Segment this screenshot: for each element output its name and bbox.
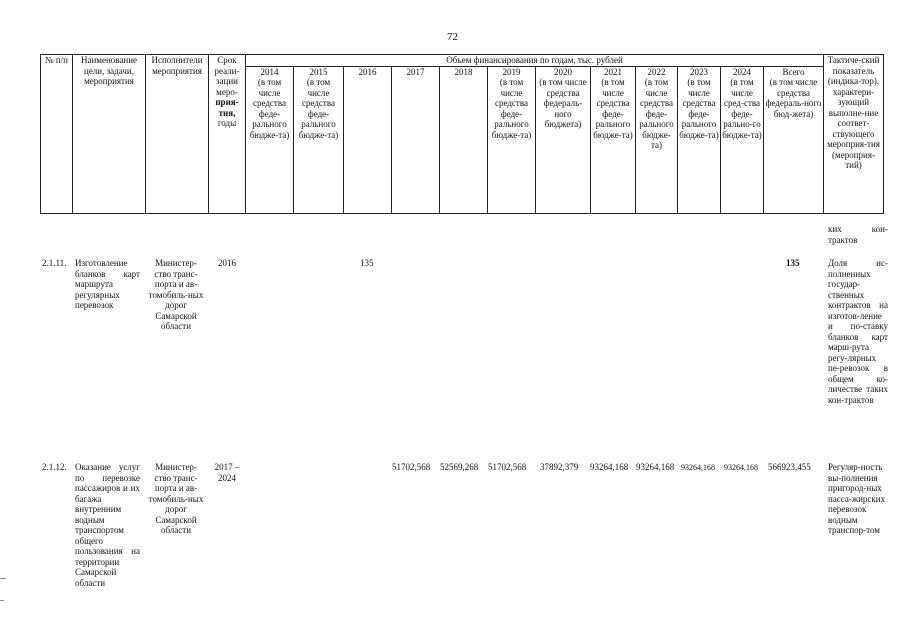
row-2-1-11-term: 2016 bbox=[218, 258, 236, 268]
row-2-1-11-indicator: Доля ис-полненных государ-ственных контрактов на изготов-ление и по-ставку бланков карт марш-рута регу-лярных пе-ревозок в общем ко-личестве таких кон-трактов bbox=[828, 258, 888, 405]
header-year-2020: 2020 (в том числе средства федераль-ного бюджета) bbox=[536, 66, 591, 213]
row-2-1-12-value-2021: 93264,168 bbox=[590, 462, 629, 472]
header-funding-title: Объем финансирования по годам, тыс. рублей bbox=[246, 55, 824, 67]
row-2-1-12-executor: Министер-ство транс-порта и ав-томобиль-ных дорог Самарской области bbox=[148, 462, 204, 535]
header-year-2018: 2018 bbox=[440, 66, 488, 213]
row-2-1-12-value-2018: 52569,268 bbox=[440, 462, 479, 472]
header-executor: Исполнители мероприятия bbox=[146, 55, 209, 214]
header-total: Всего (в том числе средства федераль-ного бюд-жета) bbox=[764, 66, 824, 213]
header-year-2022: 2022 (в том числе средства феде-рального бюдже-та) bbox=[636, 66, 678, 213]
page-number: 72 bbox=[447, 31, 458, 43]
scan-mark bbox=[0, 578, 6, 579]
row-2-1-12-term: 2017 – 2024 bbox=[214, 462, 240, 483]
header-name: Наименование цели, задачи, мероприятия bbox=[73, 55, 146, 214]
row-2-1-12-value-2023: 93264,168 bbox=[681, 463, 715, 472]
row-2-1-11-num: 2.1.11. bbox=[42, 258, 67, 268]
header-year-2024: 2024 (в том числе сред-ства феде-рально-го бюдже-та) bbox=[721, 66, 764, 213]
row-2-1-12-total: 566923,455 bbox=[768, 462, 811, 472]
funding-table-header bbox=[40, 54, 884, 214]
header-year-2021: 2021 (в том числе средства феде-рального бюдже-та) bbox=[591, 66, 636, 213]
row-2-1-11-value-2016: 135 bbox=[360, 258, 374, 268]
header-indicator: Тактиче-ский показатель (индика-тор), характери-зующий выполне-ние соответ-ствующего мероприя-тия (мероприя-тий) bbox=[824, 55, 884, 214]
row-2-1-12-num: 2.1.12. bbox=[42, 462, 67, 472]
row-2-1-11-name: Изготовление бланков карт маршрута регулярных перевозок bbox=[75, 258, 140, 310]
header-year-2017: 2017 bbox=[392, 66, 440, 213]
header-year-2014: 2014 (в том числе средства феде-рального бюдже-та) bbox=[246, 66, 294, 213]
header-year-2023: 2023 (в том числе средства феде-рального бюдже-та) bbox=[678, 66, 721, 213]
row-2-1-12-value-2024: 93264,168 bbox=[724, 463, 758, 472]
row-2-1-12-name: Оказание услуг по перевозке пассажиров и их багажа внутренним водным транспортом общего пользования на территории Самарской области bbox=[75, 462, 140, 588]
row-2-1-12-value-2020: 37892,379 bbox=[540, 462, 579, 472]
row-2-1-12-indicator: Регуляр-ность вы-полнения пригород-ных пасса-жирских перевозок водным транспор-том bbox=[828, 462, 886, 535]
carryover-text: ких кон-трактов bbox=[828, 224, 888, 245]
row-2-1-12-value-2017: 51702,568 bbox=[392, 462, 431, 472]
header-num: № п/п bbox=[41, 55, 73, 214]
row-2-1-12-value-2022: 93264,168 bbox=[636, 462, 675, 472]
scan-mark bbox=[0, 600, 4, 601]
header-year-2015: 2015 (в том числе средства феде-рального бюдже-та) bbox=[294, 66, 344, 213]
row-2-1-11-executor: Министер-ство транс-порта и ав-томобиль-ных дорог Самарской области bbox=[148, 258, 204, 331]
header-term: Срок реали- зации меро- прия- тия, годы bbox=[209, 55, 246, 214]
row-2-1-11-total: 135 bbox=[786, 258, 800, 268]
header-year-2019: 2019 (в том числе средства феде-рального бюдже-та) bbox=[488, 66, 536, 213]
header-year-2016: 2016 bbox=[344, 66, 392, 213]
row-2-1-12-value-2019: 51702,568 bbox=[488, 462, 527, 472]
